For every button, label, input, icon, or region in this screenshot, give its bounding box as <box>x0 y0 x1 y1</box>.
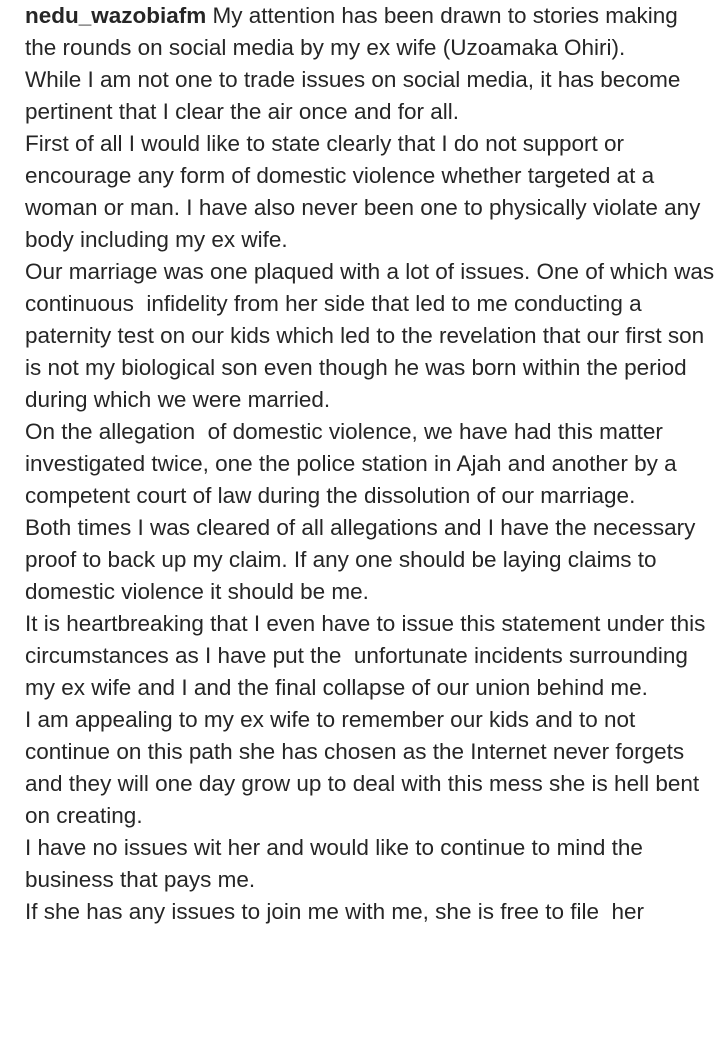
username-link[interactable]: nedu_wazobiafm <box>25 3 207 28</box>
caption-paragraph: I am appealing to my ex wife to remember our kids and to not continue on this path she has chosen as the Internet never forgets and they will one day grow up to deal with this mess she is hell bent on creating. <box>25 707 706 828</box>
caption-paragraph-intro <box>25 0 715 64</box>
caption-paragraph: On the allegation of domestic violence, we have had this matter investigated twice, one the police station in Ajah and another by a competent court of law during the dissolution of our marriage. <box>25 419 683 508</box>
caption-paragraph: First of all I would like to state clearly that I do not support or encourage any form of domestic violence whether targeted at a woman or man. I have also never been one to physically violate any body including my ex wife. <box>25 131 707 252</box>
caption-paragraph: Our marriage was one plaqued with a lot of issues. One of which was continuous infidelity from her side that led to me conducting a paternity test on our kids which led to the revelation that our first son is not my biological son even though he was born within the period during which we were married. <box>25 259 720 412</box>
caption-paragraph: I have no issues wit her and would like to continue to mind the business that pays me. <box>25 835 650 892</box>
caption-paragraph: Both times I was cleared of all allegations and I have the necessary proof to back up my claim. If any one should be laying claims to domestic violence it should be me. <box>25 515 702 604</box>
caption-paragraph: It is heartbreaking that I even have to issue this statement under this circumstances as I have put the unfortunate incidents surrounding my ex wife and I and the final collapse of our union behind me. <box>25 611 712 700</box>
caption-paragraph: If she has any issues to join me with me, she is free to file her <box>25 899 645 924</box>
post-caption <box>25 0 720 928</box>
caption-paragraph: While I am not one to trade issues on social media, it has become pertinent that I clear the air once and for all. <box>25 67 687 124</box>
caption-text: My attention has been drawn to stories making the rounds on social media by my ex wife (Uzoamaka Ohiri). <box>25 3 685 60</box>
